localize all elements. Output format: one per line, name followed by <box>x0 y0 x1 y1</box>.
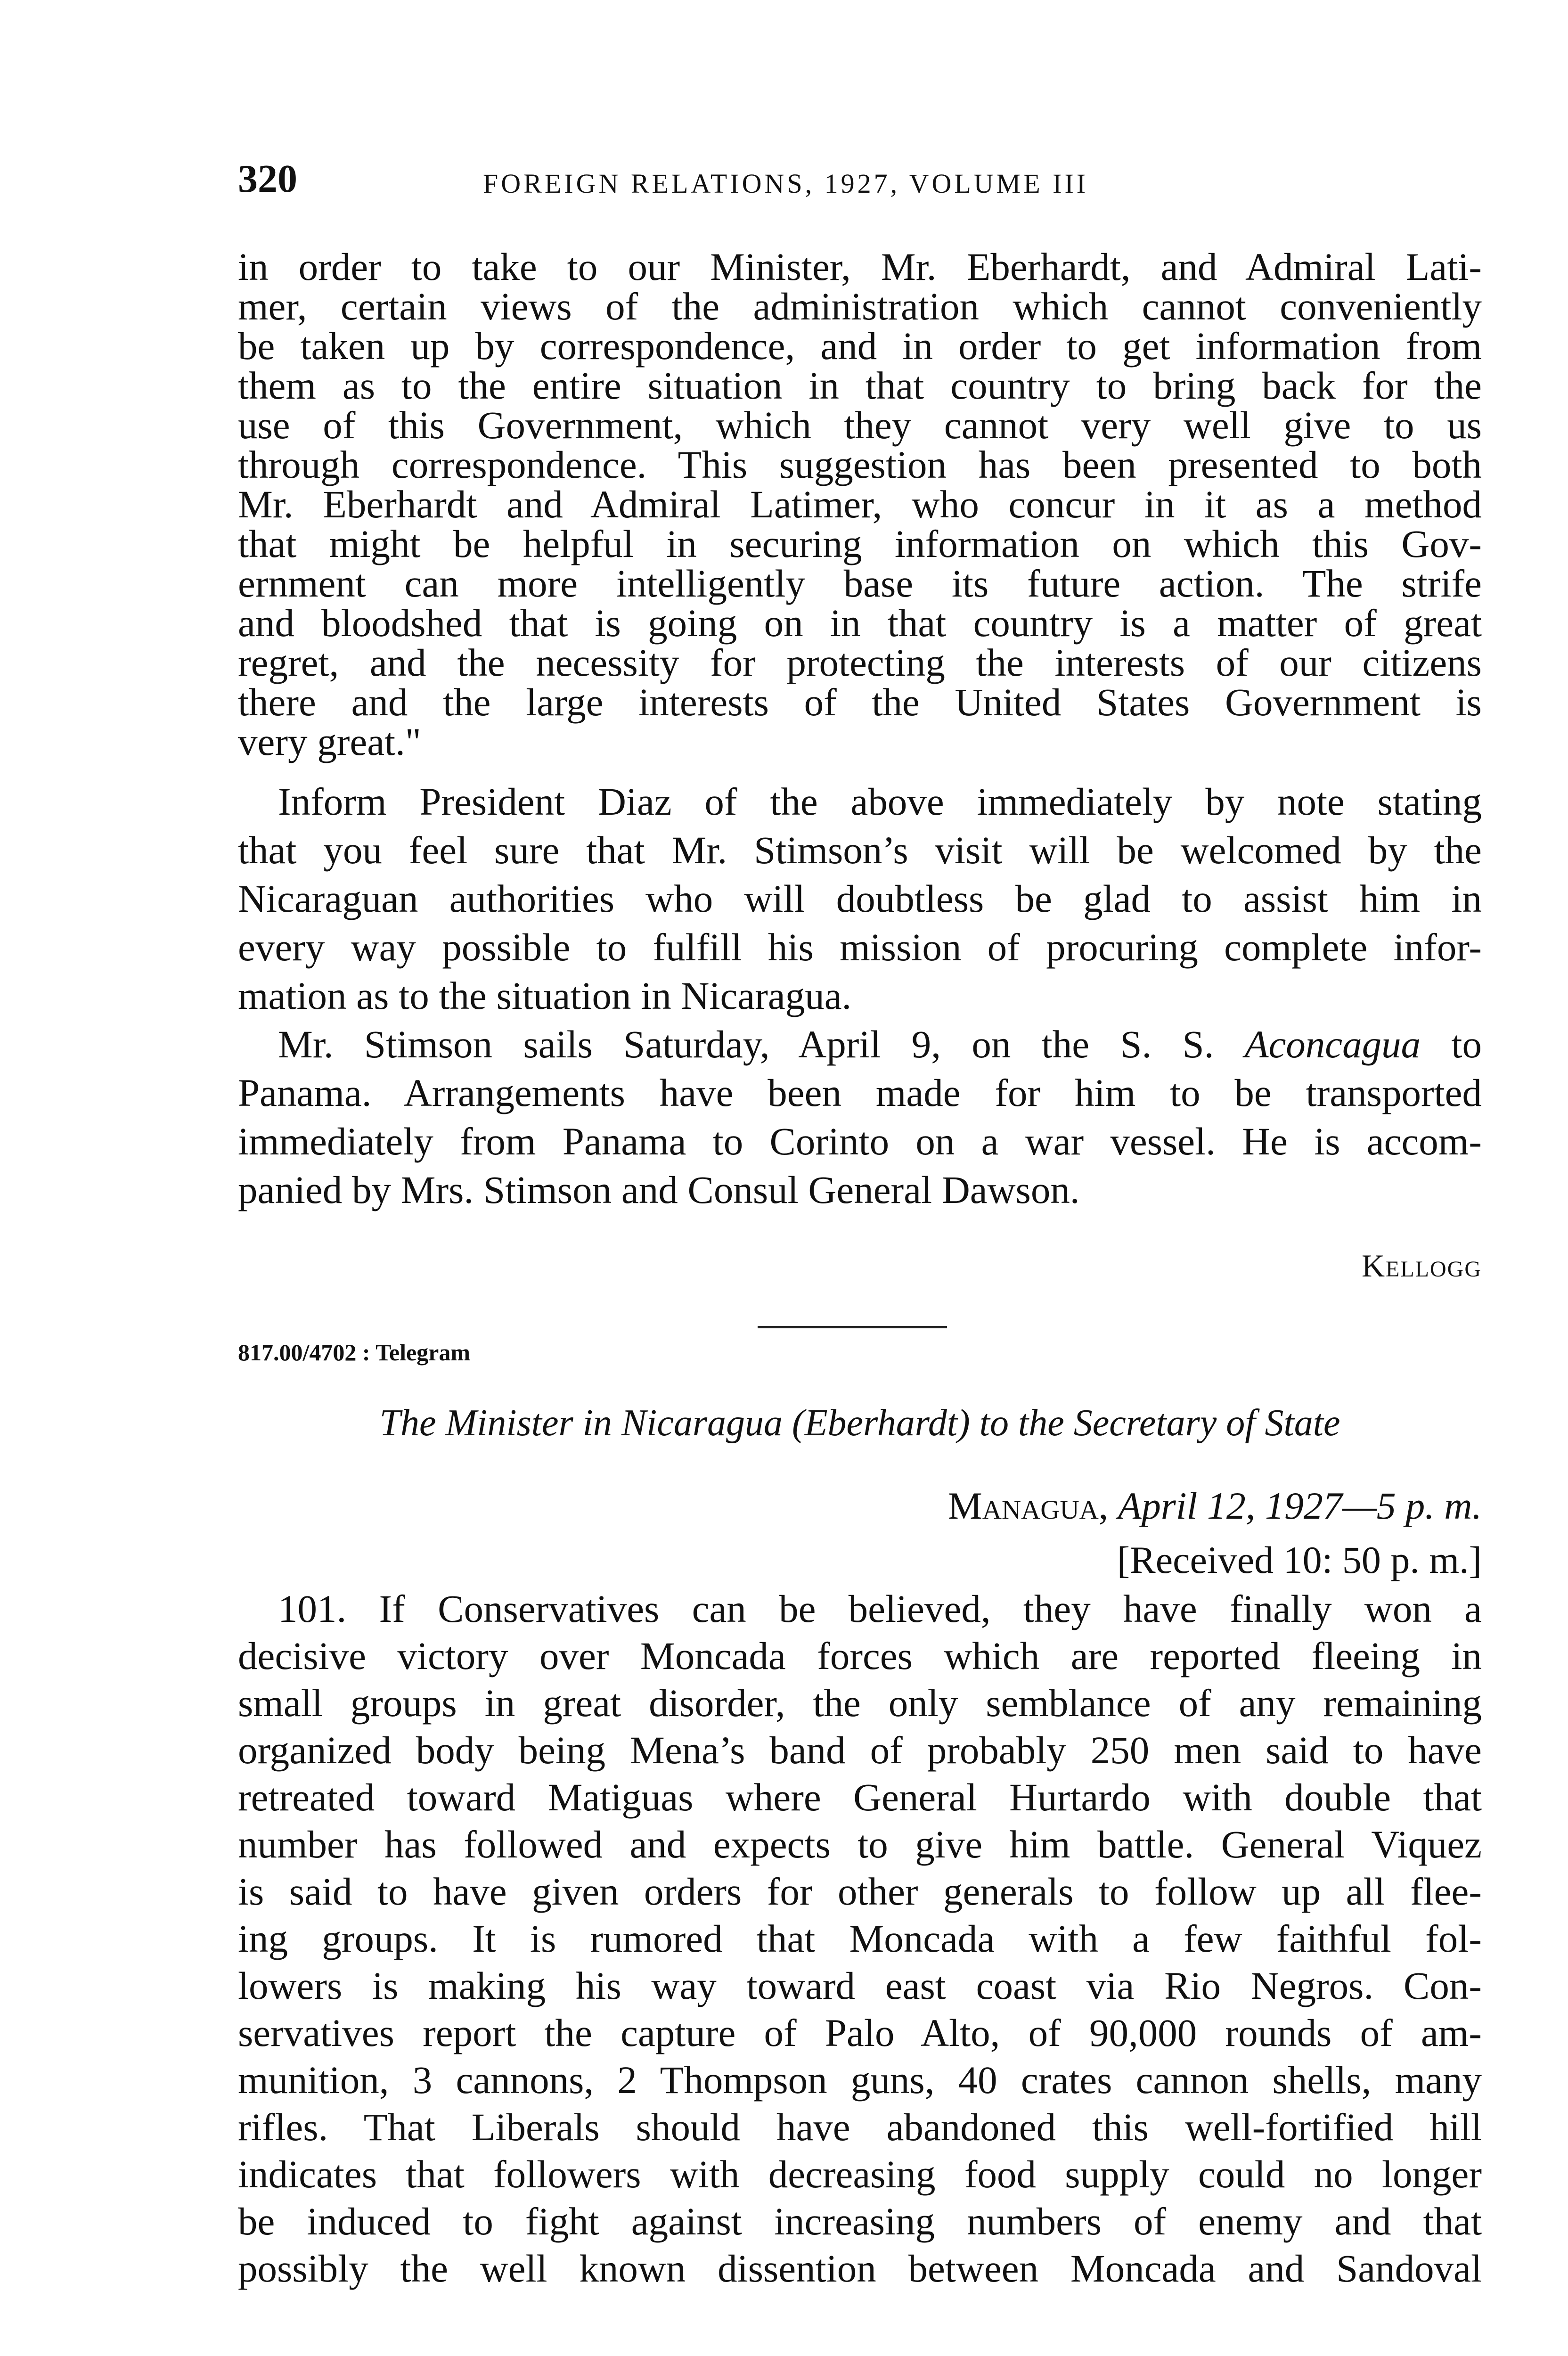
text-line: through correspondence. This suggestion has been presented to both <box>238 443 1482 486</box>
text-line: use of this Government, which they cannot very well give to us <box>238 403 1482 447</box>
text-line: and bloodshed that is going on in that country is a matter of great <box>238 601 1482 645</box>
file-reference: 817.00/4702 : Telegram <box>238 1339 471 1366</box>
text-line: indicates that followers with decreasing food supply could no longer <box>238 2152 1482 2196</box>
text-line: in order to take to our Minister, Mr. Eberhardt, and Admiral Lati- <box>238 245 1482 288</box>
text-line: regret, and the necessity for protecting the interests of our citizens <box>238 641 1482 684</box>
text-line: servatives report the capture of Palo Alto, of 90,000 rounds of am- <box>238 2011 1482 2054</box>
page-number: 320 <box>238 157 297 201</box>
text-line: Mr. Eberhardt and Admiral Latimer, who concur in it as a method <box>238 483 1482 526</box>
text-line: number has followed and expects to give him battle. General Viquez <box>238 1823 1482 1866</box>
text-line: 101. If Conservatives can be believed, they have finally won a <box>278 1587 1482 1630</box>
text-line <box>278 1023 1482 1066</box>
section-divider <box>758 1326 947 1328</box>
text-line: very great." <box>238 720 421 763</box>
text-line: decisive victory over Moncada forces which are reported fleeing in <box>238 1634 1482 1677</box>
text-line: lowers is making his way toward east coast via Rio Negros. Con- <box>238 1964 1482 2007</box>
text-line: be taken up by correspondence, and in order to get information from <box>238 324 1482 368</box>
dateline-place: Managua, <box>947 1484 1109 1527</box>
text-line: mer, certain views of the administration which cannot conveniently <box>238 285 1482 328</box>
text-line: ernment can more intelligently base its future action. The strife <box>238 562 1482 605</box>
text-segment: to <box>1421 1023 1482 1066</box>
text-line: Inform President Diaz of the above immediately by note stating <box>278 780 1482 823</box>
text-line: small groups in great disorder, the only semblance of any remaining <box>238 1681 1482 1725</box>
text-line: that you feel sure that Mr. Stimson’s visit will be welcomed by the <box>238 828 1482 872</box>
text-line: Nicaraguan authorities who will doubtless be glad to assist him in <box>238 877 1482 920</box>
text-line: immediately from Panama to Corinto on a war vessel. He is accom- <box>238 1120 1482 1163</box>
text-line: Panama. Arrangements have been made for him to be transported <box>238 1071 1482 1114</box>
running-head <box>238 155 1482 203</box>
text-line: organized body being Mena’s band of probably 250 men said to have <box>238 1728 1482 1772</box>
text-line: that might be helpful in securing information on which this Gov- <box>238 522 1482 565</box>
text-line: retreated toward Matiguas where General Hurtardo with double that <box>238 1775 1482 1819</box>
series-title: FOREIGN RELATIONS, 1927, VOLUME III <box>483 168 1089 199</box>
text-line: every way possible to fulfill his mission of procuring complete infor- <box>238 925 1482 969</box>
text-line: rifles. That Liberals should have abandoned this well-fortified hill <box>238 2105 1482 2149</box>
text-line: there and the large interests of the United States Government is <box>238 680 1482 724</box>
text-line: is said to have given orders for other generals to follow up all flee- <box>238 1870 1482 1913</box>
dateline-date: April 12, 1927—5 p. m. <box>1118 1484 1482 1527</box>
text-line: be induced to fight against increasing numbers of enemy and that <box>238 2200 1482 2243</box>
dateline <box>948 1484 1482 1528</box>
text-line: possibly the well known dissention between Moncada and Sandoval <box>238 2247 1482 2290</box>
text-segment: Mr. Stimson sails Saturday, April 9, on the S. S. <box>278 1023 1245 1066</box>
text-line: munition, 3 cannons, 2 Thompson guns, 40 crates cannon shells, many <box>238 2058 1482 2102</box>
ship-name: Aconcagua <box>1244 1023 1421 1066</box>
text-line: ing groups. It is rumored that Moncada with a few faithful fol- <box>238 1917 1482 1960</box>
text-line: them as to the entire situation in that country to bring back for the <box>238 364 1482 407</box>
received-note: [Received 10: 50 p. m.] <box>1117 1538 1482 1581</box>
text-line: mation as to the situation in Nicaragua. <box>238 974 852 1017</box>
document-heading: The Minister in Nicaragua (Eberhardt) to the Secretary of State <box>379 1402 1340 1444</box>
signature: Kellogg <box>1361 1248 1482 1284</box>
text-line: panied by Mrs. Stimson and Consul General Dawson. <box>238 1168 1080 1211</box>
